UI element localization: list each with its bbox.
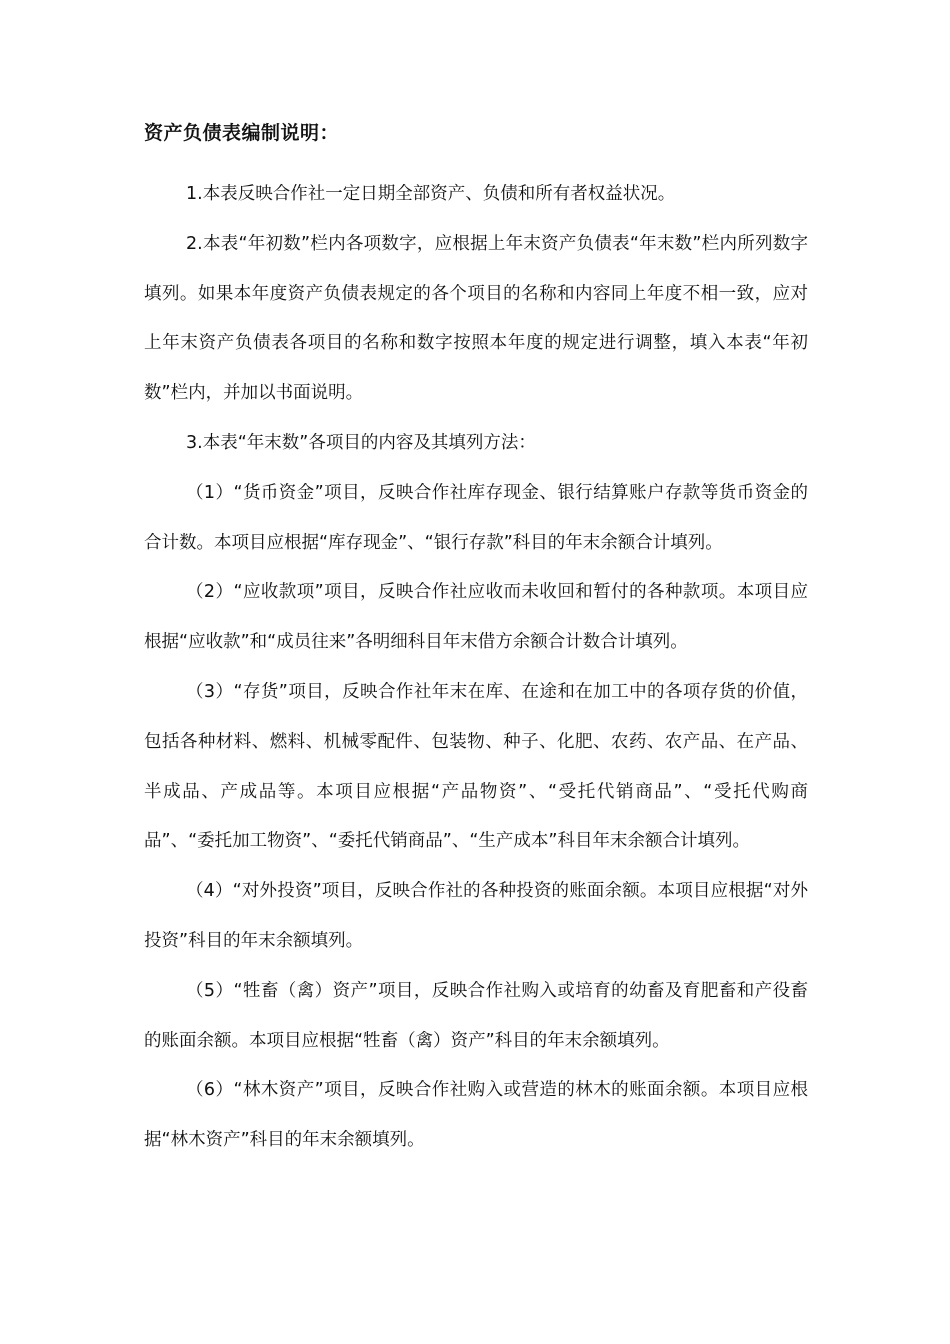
paragraph-3: 3.本表“年末数”各项目的内容及其填列方法： <box>186 432 536 453</box>
paragraph-1: 1.本表反映合作社一定日期全部资产、负债和所有者权益状况。 <box>186 184 676 204</box>
paragraph-external-investment: （4）“对外投资”项目，反映合作社的各种投资的账面余额。本项目应根据“对外投资”科目的年末余额填列。 <box>144 881 808 951</box>
paragraph-inventory: （3）“存货”项目，反映合作社年末在库、在途和在加工中的各项存货的价值，包括各种材料、燃料、机械零配件、包装物、种子、化肥、农药、农产品、在产品、半成品、产成品等。本项目应根据“产品物资”、“受托代销商品”、“受托代购商品”、“委托加工物资”、“委托代销商品”、“生产成本”科目年末余额合计填列。 <box>144 681 808 852</box>
document-title: 资产负债表编制说明： <box>144 122 340 144</box>
document-page <box>144 120 808 1166</box>
paragraph-forest-assets: （6）“林木资产”项目，反映合作社购入或营造的林木的账面余额。本项目应根据“林木资产”科目的年末余额填列。 <box>144 1080 808 1151</box>
paragraph-receivables: （2）“应收款项”项目，反映合作社应收而未收回和暂付的各种款项。本项目应根据“应收款”和“成员往来”各明细科目年末借方余额合计数合计填列。 <box>144 582 808 653</box>
paragraph-livestock-assets: （5）“牲畜（禽）资产”项目，反映合作社购入或培育的幼畜及育肥畜和产役畜的账面余额。本项目应根据“牲畜（禽）资产”科目的年末余额填列。 <box>144 980 808 1051</box>
paragraph-currency-funds: （1）“货币资金”项目，反映合作社库存现金、银行结算账户存款等货币资金的合计数。本项目应根据“库存现金”、“银行存款”科目的年末余额合计填列。 <box>144 482 808 553</box>
paragraph-2: 2.本表“年初数”栏内各项数字，应根据上年末资产负债表“年末数”栏内所列数字填列。如果本年度资产负债表规定的各个项目的名称和内容同上年度不相一致，应对上年末资产负债表各项目的名称和数字按照本年度的规定进行调整，填入本表“年初数”栏内，并加以书面说明。 <box>144 233 808 404</box>
